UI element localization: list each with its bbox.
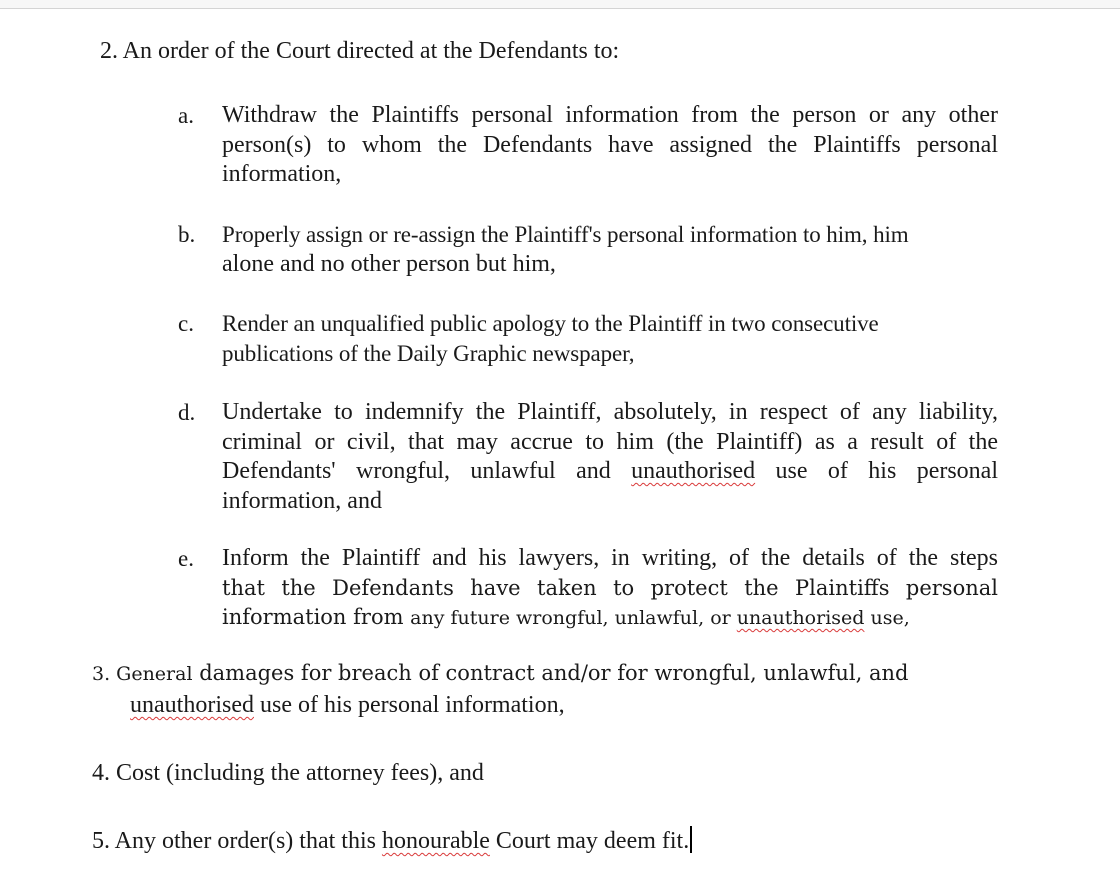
subitem-e-line-1: Inform the Plaintiff and his lawyers, in writing, of the details of the steps — [222, 545, 998, 571]
subitem-b-marker: b. — [178, 222, 196, 247]
spelling-flag-unauthorised-2[interactable]: unauthorised — [736, 607, 865, 629]
item-3-line-2-rest: use of his personal information, — [253, 692, 565, 718]
item-5 — [92, 826, 692, 856]
spelling-flag-unauthorised-3[interactable]: unauthorised — [130, 692, 254, 718]
subitem-e-line-3-end: use, — [864, 607, 910, 629]
subitem-c-text — [222, 309, 998, 368]
subitem-e-marker: e. — [178, 546, 194, 571]
item-2-lead: 2. An order of the Court directed at the Defendants to: — [100, 38, 620, 64]
subitem-d-line-3-end: use of his personal — [755, 458, 998, 484]
subitem-d-line-3-start: Defendants' wrongful, unlawful and — [222, 458, 632, 484]
subitem-a-line-1: Withdraw the Plaintiffs personal information from the person or any other — [222, 102, 998, 128]
subitem-a-line-3: information, — [222, 161, 342, 187]
subitem-c-line-1: Render an unqualified public apology to the Plaintiff in two consecutive — [222, 311, 879, 336]
item-4: 4. Cost (including the attorney fees), and — [92, 760, 484, 786]
subitem-e-line-3 — [222, 603, 998, 634]
item-3-general: General — [116, 663, 193, 685]
subitem-b-text — [222, 220, 998, 279]
subitem-d-line-4: information, and — [222, 487, 382, 514]
item-3-rest: damages for breach of contract and/or for wrongful, unlawful, and — [192, 661, 909, 685]
subitem-e-text — [222, 544, 998, 634]
item-5-end: Court may deem fit. — [489, 828, 690, 854]
subitem-d-marker: d. — [178, 400, 196, 425]
item-3-number: 3. — [92, 663, 111, 685]
item-5-start: 5. Any other order(s) that this — [92, 828, 382, 854]
subitem-d-line-2: criminal or civil, that may accrue to him (the Plaintiff) as a result of the — [222, 428, 998, 455]
subitem-a-line-2: person(s) to whom the Defendants have assigned the Plaintiffs personal — [222, 131, 998, 158]
subitem-c-marker: c. — [178, 311, 194, 336]
subitem-c-line-2: publications of the Daily Graphic newspaper, — [222, 340, 635, 366]
subitem-b-line-2: alone and no other person but him, — [222, 250, 556, 277]
subitem-e-line-3-start: information from — [222, 605, 411, 629]
subitem-a-marker: a. — [178, 103, 194, 128]
spelling-flag-unauthorised[interactable]: unauthorised — [631, 458, 756, 484]
spelling-flag-honourable[interactable]: honourable — [381, 828, 490, 854]
item-3-line-1 — [92, 658, 909, 689]
previous-page-edge — [0, 0, 1120, 9]
subitem-a-text — [222, 101, 998, 190]
subitem-d-line-3 — [222, 457, 998, 487]
subitem-e-line-2: that the Defendants have taken to protect the Plaintiffs personal — [222, 575, 998, 600]
subitem-d-line-1: Undertake to indemnify the Plaintiff, absolutely, in respect of any liability, — [222, 399, 998, 425]
subitem-e-line-3-mid: any future wrongful, unlawful, or — [410, 607, 737, 629]
text-cursor — [690, 826, 692, 853]
item-3-line-2 — [130, 690, 565, 720]
subitem-b-line-1: Properly assign or re-assign the Plaintiff's personal information to him, him — [222, 222, 909, 247]
subitem-d-text — [222, 398, 998, 516]
